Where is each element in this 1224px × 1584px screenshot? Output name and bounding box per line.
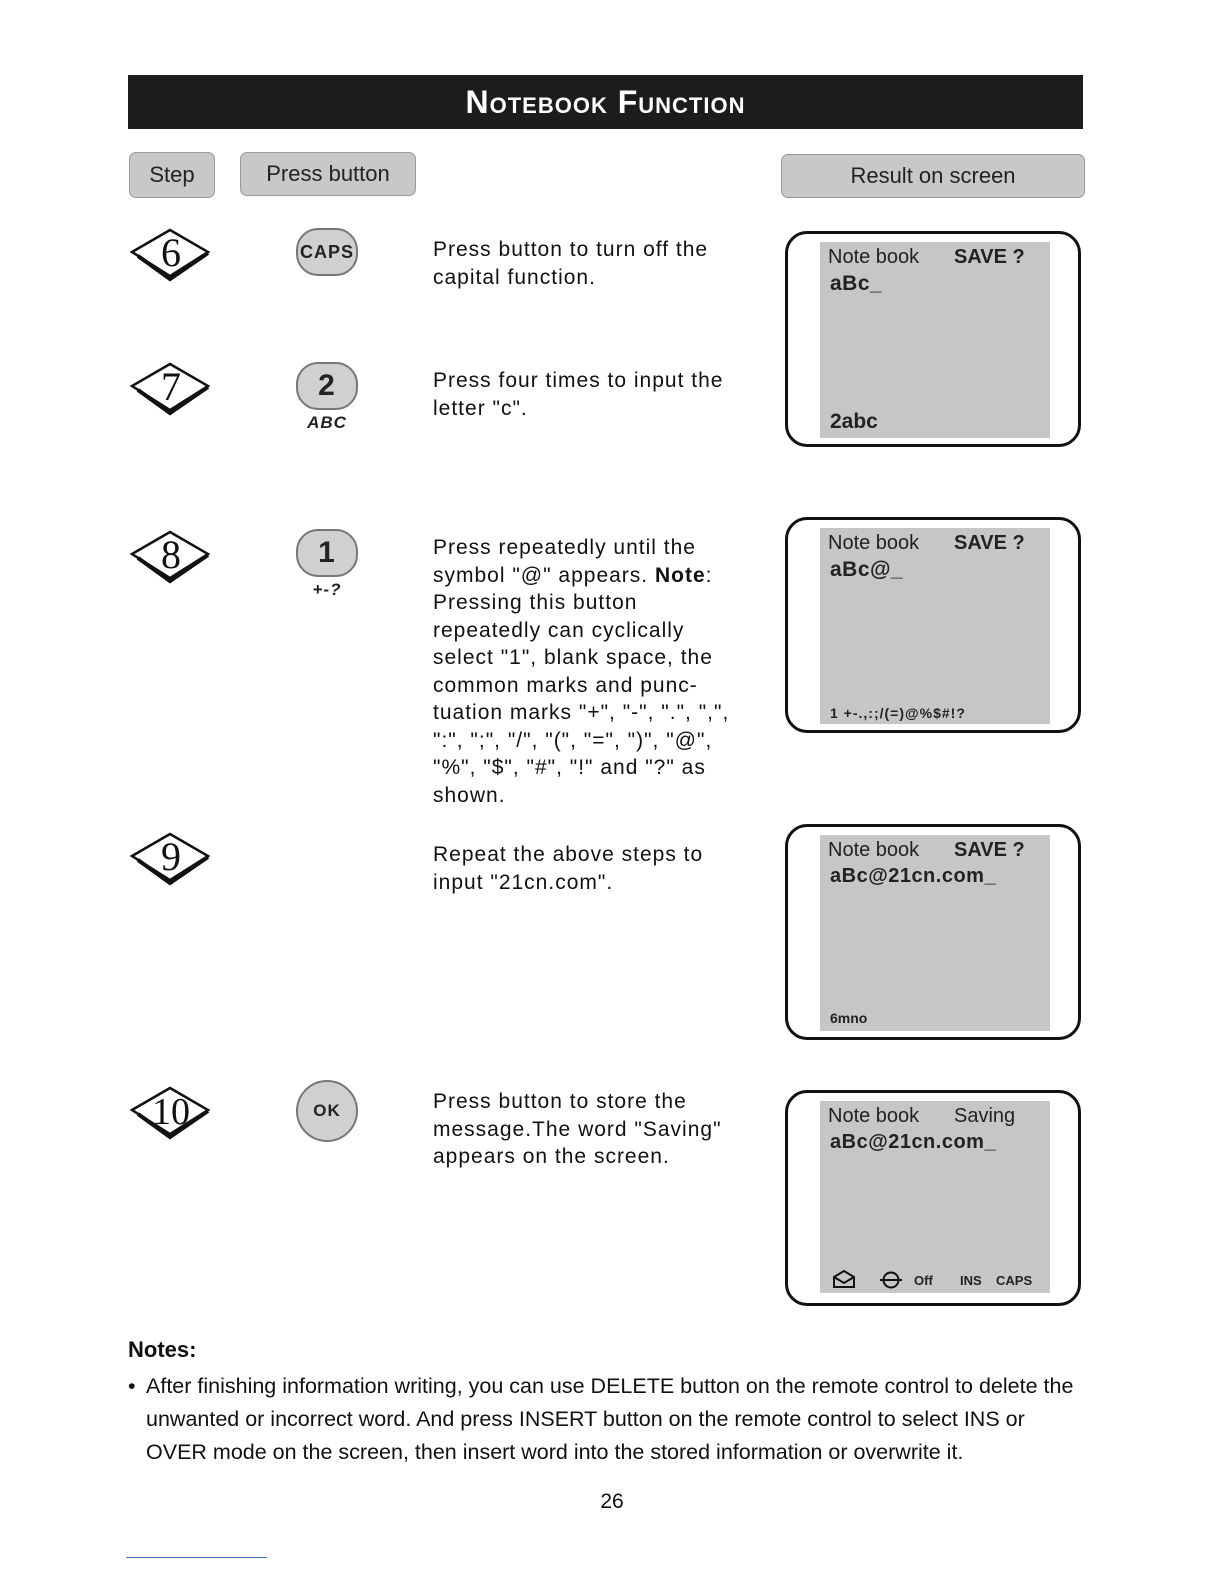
- step-8-text: Press repeatedly until the symbol "@" appears.: [433, 536, 696, 587]
- notes-item: [128, 1370, 1088, 1469]
- notes-text: After finishing information writing, you can use DELETE button on the remote control to delete the unwanted or incorrect word. And press INSERT button on the remote control to select INS or OVER mode on the screen, then insert word into the stored information or overwrite it.: [146, 1374, 1074, 1464]
- envelope-icon: [832, 1269, 856, 1289]
- caps-indicator: CAPS: [996, 1273, 1033, 1288]
- step-9-description: Repeat the above steps to input "21cn.com".: [433, 843, 704, 894]
- key-2-letters: ABC: [307, 413, 347, 432]
- step-9-number: 9: [161, 834, 181, 879]
- save-prompt: SAVE ?: [954, 246, 1025, 268]
- lcd-display: [820, 242, 1050, 438]
- step-9-badge: [128, 830, 212, 886]
- step-header: Step: [129, 152, 215, 198]
- off-indicator: Off: [914, 1273, 933, 1288]
- save-prompt: SAVE ?: [954, 532, 1025, 554]
- lcd-display: [820, 528, 1050, 724]
- lcd-display: [820, 835, 1050, 1031]
- save-prompt: SAVE ?: [954, 839, 1025, 861]
- notes-heading: Notes:: [128, 1337, 197, 1362]
- caps-button: CAPS: [296, 228, 358, 276]
- result-screen-step-7: [785, 231, 1081, 447]
- input-text: aBc@_: [830, 558, 904, 581]
- lcd-display: [820, 1101, 1050, 1293]
- step-7-badge: [128, 360, 212, 416]
- result-screen-step-10: [785, 1090, 1081, 1306]
- page-number: 26: [600, 1490, 624, 1513]
- result-screen-step-8: [785, 517, 1081, 733]
- step-7-description: Press four times to input the letter "c".: [433, 369, 724, 420]
- step-6-description: Press button to turn off the capital function.: [433, 238, 709, 289]
- step-10-description: Press button to store the message.The word "Saving" appears on the screen.: [433, 1090, 722, 1168]
- step-10-badge: [128, 1084, 212, 1140]
- step-7-number: 7: [161, 364, 181, 409]
- key-1-button: 1: [296, 529, 358, 577]
- notebook-label: Note book: [828, 1105, 920, 1127]
- input-text: aBc_: [830, 272, 883, 295]
- step-6-number: 6: [161, 230, 181, 275]
- note-text: : Pressing this button repeatedly can cyclically select "1", blank space, the common marks and punc- tuation marks "+", "-", ".", ",", ":", ";", "/", "(", "=", ")", "@", "%", "$", "#", "!" and "?" as shown.: [433, 563, 730, 807]
- notebook-label: Note book: [828, 839, 920, 861]
- step-6-badge: [128, 226, 212, 282]
- timer-icon: [878, 1271, 904, 1289]
- key-symbols: 1 +-.,:;/(=)@%$#!?: [830, 705, 966, 721]
- result-screen-step-9: [785, 824, 1081, 1040]
- key-letters: 2abc: [830, 410, 878, 433]
- key-2-button: 2: [296, 362, 358, 410]
- step-8-badge: [128, 528, 212, 584]
- footer-rule: [126, 1557, 267, 1558]
- result-on-screen-header: Result on screen: [781, 154, 1085, 198]
- input-text: aBc@21cn.com_: [830, 1131, 997, 1153]
- step-8-description: [433, 534, 733, 809]
- step-8-number: 8: [161, 532, 181, 577]
- press-button-header: Press button: [240, 152, 416, 196]
- notebook-label: Note book: [828, 532, 920, 554]
- saving-status: Saving: [954, 1105, 1016, 1127]
- page-title: Notebook Function: [128, 75, 1083, 129]
- note-label: Note: [654, 563, 706, 587]
- input-text: aBc@21cn.com_: [830, 865, 997, 887]
- key-1-symbols: +-?: [312, 580, 342, 599]
- notebook-label: Note book: [828, 246, 920, 268]
- step-10-number: 10: [152, 1091, 190, 1133]
- bullet-icon: •: [128, 1374, 136, 1398]
- ok-button: OK: [296, 1080, 358, 1142]
- key-letters: 6mno: [830, 1010, 868, 1026]
- ins-indicator: INS: [960, 1273, 982, 1288]
